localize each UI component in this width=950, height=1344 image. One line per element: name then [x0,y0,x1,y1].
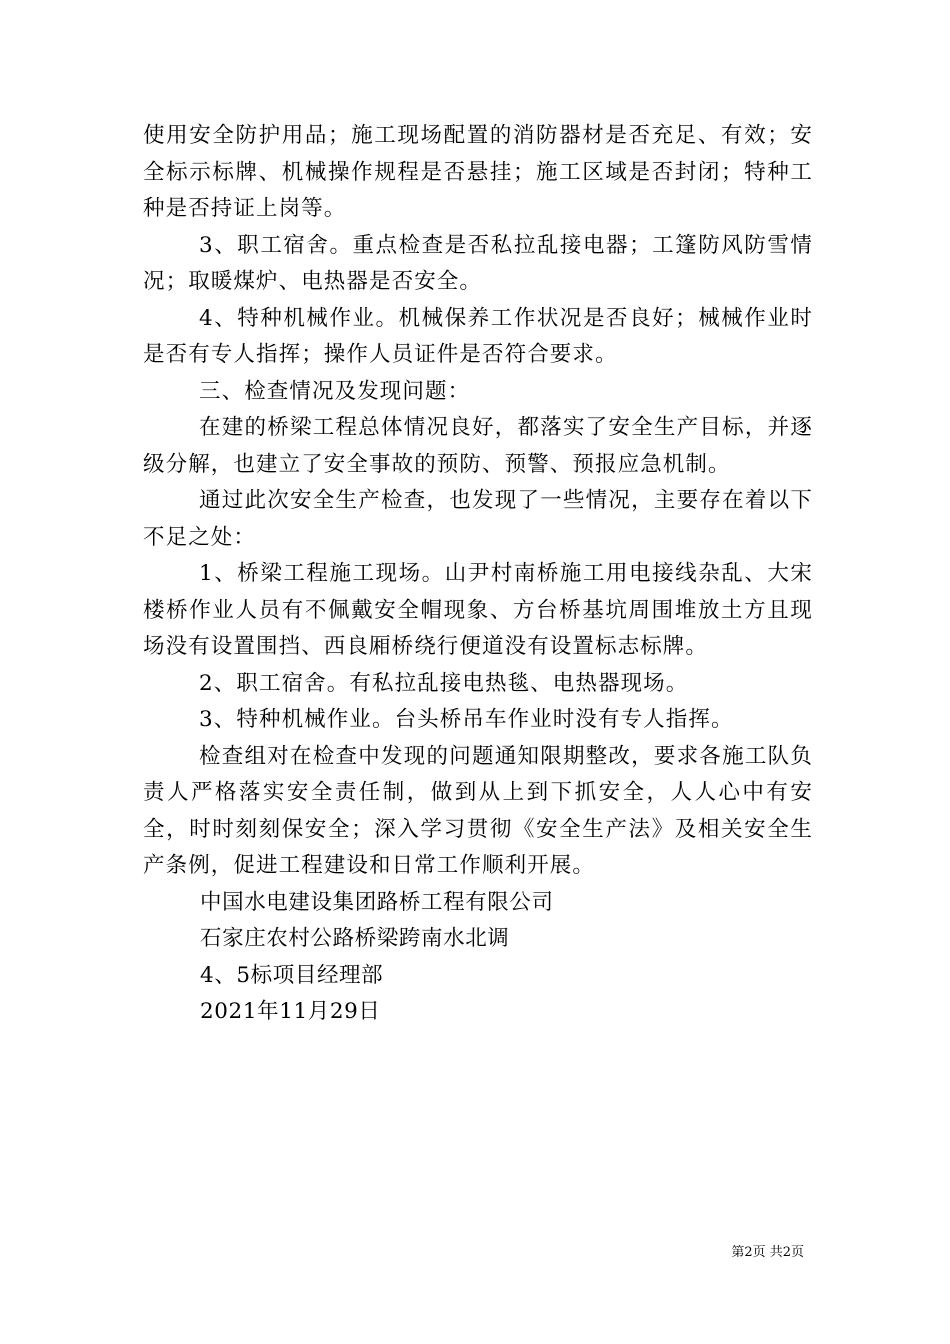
signature-department: 4、5标项目经理部 [200,962,384,988]
paragraph-7: 1、桥梁工程施工现场。山尹村南桥施工用电接线杂乱、大宋楼桥作业人员有不佩戴安全帽现象、方台桥基坑周围堆放土方且现场没有设置围挡、西良厢桥绕行便道没有设置标志标牌。 [143,561,813,659]
paragraph-8: 2、职工宿舍。有私拉乱接电热毯、电热器现场。 [199,670,689,696]
signature-project: 石家庄农村公路桥梁跨南水北调 [200,926,510,951]
paragraph-9: 3、特种机械作业。台头桥吊车作业时没有专人指挥。 [199,707,734,732]
paragraph-2: 3、职工宿舍。重点检查是否私拉乱接电器；工篷防风防雪情况；取暖煤炉、电热器是否安全。 [143,232,813,294]
paragraph-5: 在建的桥梁工程总体情况良好，都落实了安全生产目标，并逐级分解，也建立了安全事故的预防、预警、预报应急机制。 [143,415,813,477]
paragraph-3: 4、特种机械作业。机械保养工作状况是否良好；械械作业时是否有专人指挥；操作人员证件是否符合要求。 [143,305,813,367]
signature-date: 2021年11月29日 [200,999,381,1024]
page-number-footer: 第2页 共2页 [731,1245,804,1260]
signature-company: 中国水电建设集团路桥工程有限公司 [200,889,554,915]
section-heading: 三、检查情况及发现问题： [199,378,471,404]
paragraph-6: 通过此次安全生产检查，也发现了一些情况，主要存在着以下不足之处： [143,488,813,550]
document-body [143,118,813,1031]
paragraph-10: 检查组对在检查中发现的问题通知限期整改，要求各施工队负责人严格落实安全责任制，做到从上到下抓安全，人人心中有安全，时时刻刻保安全；深入学习贯彻《安全生产法》及相关安全生产条例，促进工程建设和日常工作顺利开展。 [143,743,813,878]
paragraph-1: 使用安全防护用品；施工现场配置的消防器材是否充足、有效；安全标示标牌、机械操作规程是否悬挂；施工区域是否封闭；特种工种是否持证上岗等。 [143,123,813,221]
